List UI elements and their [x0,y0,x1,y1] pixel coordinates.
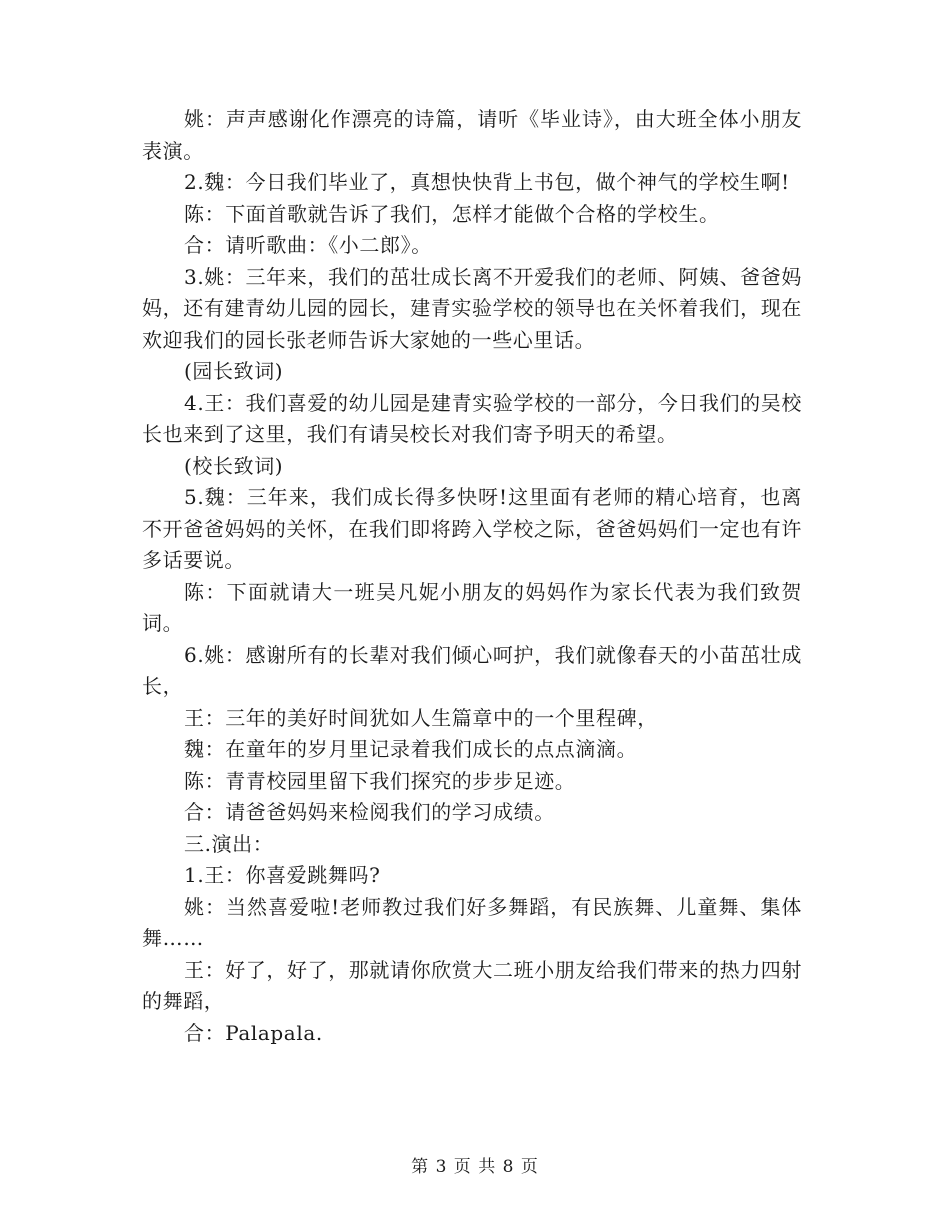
paragraph: 姚：声声感谢化作漂亮的诗篇，请听《毕业诗》，由大班全体小朋友表演。 [142,107,802,163]
paragraph: 陈：青青校园里留下我们探究的步步足迹。 [184,768,576,793]
page-number-footer: 第 3 页 共 8 页 [411,1157,539,1177]
paragraph: 魏：在童年的岁月里记录着我们成长的点点滴滴。 [184,737,638,761]
document-body [142,104,802,1049]
paragraph: 陈：下面首歌就告诉了我们，怎样才能做个合格的学校生。 [184,201,720,226]
paragraph: 3.姚：三年来，我们的茁壮成长离不开爱我们的老师、阿姨、爸爸妈妈，还有建青幼儿园的园长，建青实验学校的领导也在关怀着我们，现在欢迎我们的园长张老师告诉大家她的一些心里话。 [142,264,802,352]
paragraph: 合：请爸爸妈妈来检阅我们的学习成绩。 [184,800,555,824]
paragraph: 陈：下面就请大一班吴凡妮小朋友的妈妈作为家长代表为我们致贺词。 [142,579,802,635]
section-heading: 三.演出： [184,831,274,856]
paragraph: (校长致词) [184,453,284,478]
paragraph: 姚：当然喜爱啦!老师教过我们好多舞蹈，有民族舞、儿童舞、集体舞…… [142,894,802,950]
paragraph: 2.魏：今日我们毕业了，真想快快背上书包，做个神气的学校生啊! [184,170,790,194]
paragraph: 4.王：我们喜爱的幼儿园是建青实验学校的一部分，今日我们的吴校长也来到了这里，我们有请吴校长对我们寄予明天的希望。 [142,390,802,446]
paragraph: 合：Palapala. [184,1020,323,1045]
paragraph: 王：好了，好了，那就请你欣赏大二班小朋友给我们带来的热力四射的舞蹈， [142,957,802,1013]
paragraph: 5.魏：三年来，我们成长得多快呀!这里面有老师的精心培育，也离不开爸爸妈妈的关怀，在我们即将跨入学校之际，爸爸妈妈们一定也有许多话要说。 [142,485,802,572]
paragraph: 1.王：你喜爱跳舞吗? [184,863,381,887]
paragraph: 6.姚：感谢所有的长辈对我们倾心呵护，我们就像春天的小苗茁壮成长， [142,642,802,698]
paragraph: (园长致词) [184,359,284,383]
paragraph: 王：三年的美好时间犹如人生篇章中的一个里程碑， [184,705,658,730]
paragraph: 合：请听歌曲：《小二郎》。 [184,233,432,257]
